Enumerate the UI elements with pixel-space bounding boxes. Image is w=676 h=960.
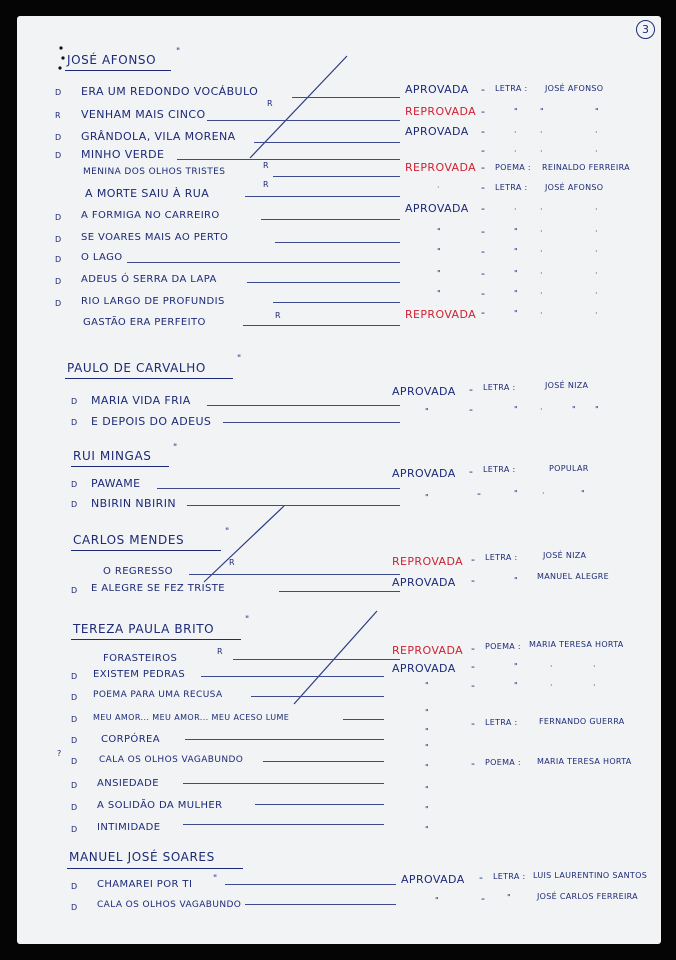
ditto: " [514,681,518,690]
leader-line [177,159,400,160]
credit-label: LETRA : [485,718,518,727]
leader-line [157,488,400,489]
ditto-mark: " [213,874,218,884]
song-title: FORASTEIROS [103,653,178,664]
ditto: · [540,205,543,214]
song-title: CALA OS OLHOS VAGABUNDO [97,900,242,910]
leader-line [245,196,400,197]
leader-line [185,739,384,740]
dash: - [469,465,474,478]
ditto: " [425,763,429,772]
r-mark: R [275,311,281,320]
credit-label: LETRA : [483,465,516,474]
ditto: · [595,309,598,318]
dash: - [481,245,486,258]
margin-mark: D [55,255,62,264]
margin-question: ? [57,749,62,758]
credit-label: LETRA : [495,84,528,93]
song-title: MEU AMOR... MEU AMOR... MEU ACESO LUME [93,713,290,722]
song-title: NBIRIN NBIRIN [91,497,176,510]
song-title: POEMA PARA UMA RECUSA [93,690,223,700]
dash: - [469,403,474,416]
ditto: " [425,785,429,794]
ditto: · [514,128,517,137]
leader-line [251,696,384,697]
ditto: · [595,269,598,278]
credit-label: LETRA : [485,553,518,562]
ditto: " [572,405,576,414]
ditto: " [514,309,518,318]
author: JOSÉ NIZA [543,551,587,560]
ditto: · [540,247,543,256]
ditto: · [540,147,543,156]
author: JOSÉ AFONSO [545,183,604,192]
credit-label: LETRA : [495,183,528,192]
status: REPROVADA [405,161,477,174]
dash: - [471,642,476,655]
margin-mark: D [71,825,78,834]
dash: - [479,871,484,884]
ditto: " [425,805,429,814]
ditto: · [437,183,440,192]
ditto: · [593,662,596,671]
status: APROVADA [392,467,456,480]
song-title: A FORMIGA NO CARREIRO [81,210,220,221]
leader-line [207,120,400,121]
ditto: · [540,227,543,236]
dash: - [477,487,482,500]
ditto: " [437,247,441,256]
dash: - [481,202,486,215]
heading-underline [71,639,241,640]
margin-mark: D [71,500,78,509]
ditto: " [581,489,585,498]
credit-label: POEMA : [485,642,521,651]
song-title: ERA UM REDONDO VOCÁBULO [81,85,259,98]
margin-mark: D [71,903,78,912]
heading-tereza-paula-brito: TEREZA PAULA BRITO [73,622,215,636]
ditto: · [540,309,543,318]
song-title: INTIMIDADE [97,822,161,833]
song-title: RIO LARGO DE PROFUNDIS [81,296,225,307]
dash: - [481,267,486,280]
ditto: " [425,727,429,736]
r-mark: R [229,558,235,567]
song-title: CALA OS OLHOS VAGABUNDO [99,755,244,765]
leader-line [343,719,384,720]
dash: - [481,125,486,138]
leader-line [183,824,384,825]
ditto: " [514,489,518,498]
margin-mark: D [71,672,78,681]
song-title: GASTÃO ERA PERFEITO [83,317,206,328]
leader-line [292,97,400,98]
dash: - [481,181,486,194]
status: APROVADA [405,83,469,96]
margin-mark: D [55,151,62,160]
margin-mark: D [55,213,62,222]
leader-line [247,282,400,283]
song-title: ANSIEDADE [97,778,159,789]
dash: - [481,105,486,118]
ditto: " [507,893,511,902]
ditto: " [425,825,429,834]
leader-line [261,219,400,220]
ditto: · [595,147,598,156]
leader-line [189,574,400,575]
author: MARIA TERESA HORTA [529,640,624,649]
ditto: " [425,407,429,416]
leader-line [263,761,384,762]
song-title: MENINA DOS OLHOS TRISTES [83,167,226,177]
credit-label: LETRA : [483,383,516,392]
credit-label: LETRA : [493,872,526,881]
dash: - [471,717,476,730]
ditto: · [540,405,543,414]
margin-mark: D [71,803,78,812]
dash: - [469,383,474,396]
ditto: " [514,576,518,585]
ditto: · [514,205,517,214]
leader-line [273,176,400,177]
leader-line [223,422,400,423]
margin-mark: D [71,693,78,702]
ditto: · [540,289,543,298]
ditto: " [514,247,518,256]
leader-line [225,884,396,885]
author: JOSÉ CARLOS FERREIRA [537,892,638,901]
ditto: · [595,227,598,236]
heading-underline [65,378,233,379]
leader-line [201,676,384,677]
ditto: · [595,128,598,137]
song-title: A MORTE SAIU À RUA [85,187,210,200]
status: APROVADA [392,576,456,589]
status: APROVADA [392,662,456,675]
dash: - [481,306,486,319]
ditto-mark: " [176,47,181,57]
status: REPROVADA [392,555,464,568]
margin-mark: D [55,299,62,308]
song-title: GRÂNDOLA, VILA MORENA [81,130,236,143]
r-mark: R [263,161,269,170]
r-mark: R [267,99,273,108]
status: APROVADA [405,202,469,215]
leader-line [127,262,400,263]
heading-underline [71,466,169,467]
heading-carlos-mendes: CARLOS MENDES [73,533,185,547]
ditto: · [540,269,543,278]
margin-mark: D [55,277,62,286]
status: REPROVADA [405,308,477,321]
song-title: A SOLIDÃO DA MULHER [97,800,223,811]
ditto: · [593,681,596,690]
song-title: O REGRESSO [103,566,173,577]
author: MARIA TERESA HORTA [537,757,632,766]
song-title: MINHO VERDE [81,148,165,161]
ditto: " [540,107,544,116]
song-title: E ALEGRE SE FEZ TRISTE [91,583,225,594]
ditto: " [437,269,441,278]
heading-underline [71,550,221,551]
ditto: · [595,247,598,256]
author: MANUEL ALEGRE [537,572,609,581]
ditto: " [514,269,518,278]
song-title: E DEPOIS DO ADEUS [91,415,212,428]
ditto: " [425,708,429,717]
leader-line [207,405,400,406]
document-sheet [17,16,661,944]
dash: - [481,83,486,96]
song-title: O LAGO [81,252,123,263]
ditto: " [514,289,518,298]
margin-mark: D [71,757,78,766]
ditto: " [595,107,599,116]
song-title: MARIA VIDA FRIA [91,394,191,407]
dash: - [471,574,476,587]
author: JOSÉ NIZA [545,381,589,390]
ditto: " [425,493,429,502]
leader-line [254,142,400,143]
r-mark: R [263,180,269,189]
margin-mark: D [71,480,78,489]
margin-mark: D [71,736,78,745]
song-title: SE VOARES MAIS AO PERTO [81,232,229,243]
heading-rui-mingas: RUI MINGAS [73,449,152,463]
heading-paulo-de-carvalho: PAULO DE CARVALHO [67,361,206,375]
ditto: · [550,681,553,690]
ditto: · [595,205,598,214]
leader-line [187,505,400,506]
ditto-mark: " [173,443,178,453]
margin-mark: D [71,586,78,595]
status: REPROVADA [392,644,464,657]
leader-line [279,591,400,592]
ditto: · [542,489,545,498]
ditto: " [514,662,518,671]
author: POPULAR [549,464,589,473]
r-mark: R [217,647,223,656]
margin-mark: D [71,418,78,427]
ditto: " [514,405,518,414]
song-title: EXISTEM PEDRAS [93,669,186,680]
margin-mark: D [55,88,62,97]
ditto: " [514,227,518,236]
dash: - [471,679,476,692]
leader-line [275,242,400,243]
ditto: " [595,405,599,414]
ditto-mark: " [225,527,230,537]
page-number: 3 [636,20,655,39]
status: REPROVADA [405,105,477,118]
ditto: " [437,227,441,236]
margin-mark: D [55,133,62,142]
dash: - [471,757,476,770]
ditto: · [550,662,553,671]
credit-label: POEMA : [495,163,531,172]
heading-underline [65,70,171,71]
leader-line [273,302,400,303]
ditto: " [425,743,429,752]
dash: - [481,225,486,238]
margin-mark: D [71,715,78,724]
leader-line [255,804,384,805]
status: APROVADA [392,385,456,398]
ditto: " [435,896,439,905]
margin-mark: D [71,397,78,406]
ditto-mark: " [237,354,242,364]
dash: - [481,144,486,157]
margin-mark: D [71,882,78,891]
ditto: · [595,289,598,298]
song-title: ADEUS Ó SERRA DA LAPA [81,274,217,285]
ditto: " [425,681,429,690]
dash: - [481,287,486,300]
status: APROVADA [405,125,469,138]
heading-manuel-jose-soares: MANUEL JOSÉ SOARES [69,850,215,864]
leader-line [233,659,400,660]
leader-line [243,325,400,326]
author: LUIS LAURENTINO SANTOS [533,871,648,880]
song-title: CORPÓREA [101,734,161,745]
margin-mark: D [55,235,62,244]
ditto-mark: " [245,615,250,625]
dash: - [471,553,476,566]
margin-mark: D [71,781,78,790]
heading-jose-afonso: JOSÉ AFONSO [67,53,157,67]
leader-line [183,783,384,784]
author: REINALDO FERREIRA [542,163,630,172]
ditto: " [437,289,441,298]
dash: - [471,660,476,673]
dash: - [481,892,486,905]
ditto: · [514,147,517,156]
credit-label: POEMA : [485,758,521,767]
heading-underline [67,868,243,869]
song-title: CHAMAREI POR TI [97,879,193,890]
margin-mark: R [55,111,61,120]
author: FERNANDO GUERRA [539,717,625,726]
leader-line [245,904,396,905]
ditto: " [514,107,518,116]
author: JOSÉ AFONSO [545,84,604,93]
song-title: VENHAM MAIS CINCO [81,108,206,121]
song-title: PAWAME [91,477,141,490]
ditto: · [540,128,543,137]
status: APROVADA [401,873,465,886]
dash: - [481,161,486,174]
